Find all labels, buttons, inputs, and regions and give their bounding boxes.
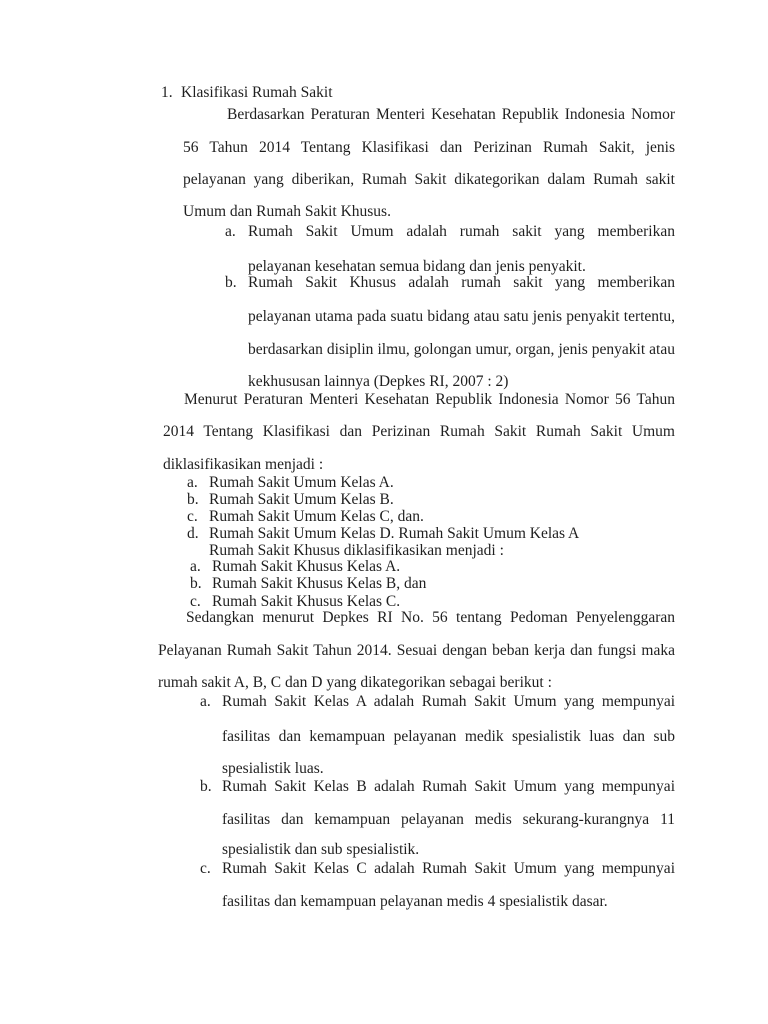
list-item-text: Rumah Sakit Umum adalah rumah sakit yang memberikan <box>248 223 675 240</box>
doc-line: kekhususan lainnya (Depkes RI, 2007 : 2) <box>248 373 509 390</box>
doc-line: fasilitas dan kemampuan pelayanan medis sekurang-kurangnya 11 <box>222 811 675 828</box>
list-item-text: Rumah Sakit Umum Kelas C, dan. <box>209 508 424 525</box>
list-item-text: Rumah Sakit Umum Kelas B. <box>209 491 394 508</box>
list-item-text: Rumah Sakit Khusus Kelas A. <box>212 558 401 575</box>
doc-line: berdasarkan disiplin ilmu, golongan umur, organ, jenis penyakit atau <box>248 341 675 358</box>
doc-line: fasilitas dan kemampuan pelayanan medis 4 spesialistik dasar. <box>222 893 608 910</box>
list-marker: c. <box>190 593 201 610</box>
list-marker: a. <box>190 558 201 575</box>
doc-line: Umum dan Rumah Sakit Khusus. <box>183 203 391 220</box>
doc-line: Rumah Sakit Khusus diklasifikasikan menjadi : <box>209 542 504 559</box>
heading-number: 1. <box>161 84 173 101</box>
list-item-text: Rumah Sakit Khusus adalah rumah sakit yang memberikan <box>248 274 675 291</box>
list-item-text: Rumah Sakit Khusus Kelas C. <box>212 593 401 610</box>
list-marker: d. <box>187 525 199 542</box>
list-marker: b. <box>225 274 237 291</box>
doc-line: Menurut Peraturan Menteri Kesehatan Republik Indonesia Nomor 56 Tahun <box>184 391 675 408</box>
list-marker: b. <box>200 778 212 795</box>
doc-line: rumah sakit A, B, C dan D yang dikategorikan sebagai berikut : <box>158 674 552 691</box>
doc-line: 56 Tahun 2014 Tentang Klasifikasi dan Perizinan Rumah Sakit, jenis <box>183 139 675 156</box>
list-item-text: Rumah Sakit Umum Kelas A. <box>209 474 394 491</box>
doc-line: Berdasarkan Peraturan Menteri Kesehatan Republik Indonesia Nomor <box>227 106 675 123</box>
list-marker: a. <box>225 223 236 240</box>
list-item-text: Rumah Sakit Khusus Kelas B, dan <box>212 575 427 592</box>
doc-line: Pelayanan Rumah Sakit Tahun 2014. Sesuai dengan beban kerja dan fungsi maka <box>158 642 675 659</box>
list-marker: b. <box>190 575 202 592</box>
list-marker: c. <box>187 508 198 525</box>
list-item-text: Rumah Sakit Kelas B adalah Rumah Sakit Umum yang mempunyai <box>222 778 675 795</box>
list-item-text: Rumah Sakit Umum Kelas D. Rumah Sakit Umum Kelas A <box>209 525 580 542</box>
heading-text: Klasifikasi Rumah Sakit <box>181 84 333 101</box>
doc-line: pelayanan utama pada suatu bidang atau satu jenis penyakit tertentu, <box>248 308 675 325</box>
doc-line: spesialistik luas. <box>222 760 324 777</box>
doc-line: 2014 Tentang Klasifikasi dan Perizinan Rumah Sakit Rumah Sakit Umum <box>163 423 675 440</box>
list-marker: b. <box>187 491 199 508</box>
doc-line: pelayanan kesehatan semua bidang dan jenis penyakit. <box>248 258 586 275</box>
list-marker: a. <box>200 693 211 710</box>
doc-line: fasilitas dan kemampuan pelayanan medik spesialistik luas dan sub <box>222 728 675 745</box>
doc-line: spesialistik dan sub spesialistik. <box>222 841 420 858</box>
list-marker: a. <box>187 474 198 491</box>
doc-line: pelayanan yang diberikan, Rumah Sakit dikategorikan dalam Rumah sakit <box>183 171 675 188</box>
list-item-text: Rumah Sakit Kelas A adalah Rumah Sakit Umum yang mempunyai <box>222 693 675 710</box>
doc-line: diklasifikasikan menjadi : <box>163 456 324 473</box>
list-item-text: Rumah Sakit Kelas C adalah Rumah Sakit Umum yang mempunyai <box>222 860 675 877</box>
doc-line: Sedangkan menurut Depkes RI No. 56 tentang Pedoman Penyelenggaran <box>186 609 675 626</box>
list-marker: c. <box>200 860 211 877</box>
